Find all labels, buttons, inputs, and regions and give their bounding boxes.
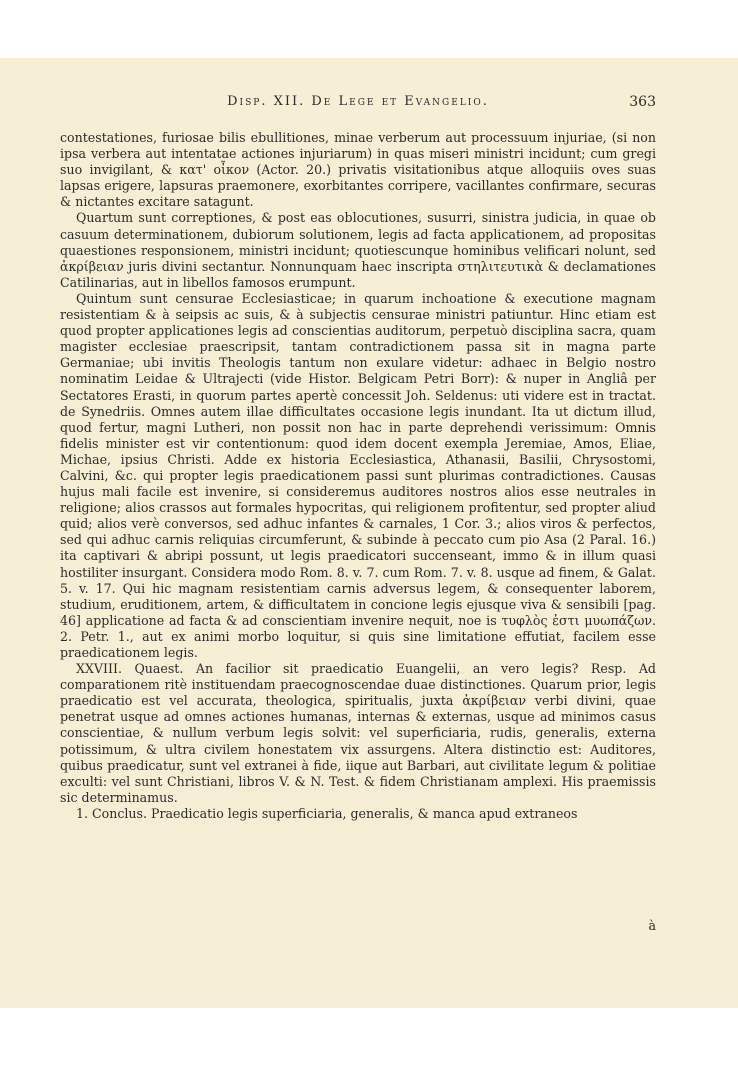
catchword: à: [648, 918, 656, 933]
paragraph: Quintum sunt censurae Ecclesiasticae; in quarum inchoatione & executione magnam resistentiam & à seipsis ac suis, & à subjectis censurae ministri patiuntur. Hinc etiam est quod propter applicationes legis ad conscientias auditorum, perpetuò disciplina sacra, quam magister ecclesiae praescripsit, tantam contradictionem passa sit in magna parte Germaniae; ubi invitis Theologis tantum non exulare videtur: adhaec in Belgio nostro nominatim Leidae & Ultrajecti (vide Histor. Belgicam Petri Borr): & nuper in Angliâ per Sectatores Erasti, in quorum partes apertè concessit Joh. Seldenus: uti videre est in tractat. de Synedriis. Omnes autem illae difficultates occasione legis inundant. Ita ut dictum illud, quod fertur, magni Lutheri, non possit non hac in parte deprehendi verissimum: Omnis fidelis minister est vir contentionum: quod idem docent exempla Jeremiae, Amos, Eliae, Michae, ipsius Christi. Adde ex historia Ecclesiastica, Athanasii, Basilii, Chrysostomi, Calvini, &c. qui propter legis praedicationem passi sunt plurimas contradictiones. Causas hujus mali facile est invenire, si consideremus auditores nostros alios esse neutrales in religione; alios crassos aut formales hypocritas, qui religionem profitentur, sed propter aliud quid; alios verè conversos, sed adhuc infantes & carnales, 1 Cor. 3.; alios viros & perfectos, sed qui adhuc carnis reliquias circumferunt, & subinde à peccato cum pio Asa (2 Paral. 16.) ita captivari & abripi possunt, ut legis praedicatori succenseant, immo & in illum quasi hostiliter insurgant. Considera modo Rom. 8. v. 7. cum Rom. 7. v. 8. usque ad finem, & Galat. 5. v. 17. Qui hic magnam resistentiam carnis adversus legem, & consequenter laborem, studium, eruditionem, artem, & difficultatem in concione legis ejusque viva & sensibili [pag. 46] applicatione ad facta & ad conscientiam invenire nequit, noe is τυφλὸς ἐστι μυωπάζων. 2. Petr. 1., aut ex animi morbo loquitur, si quis sine limitatione effutiat, facilem esse praedicationem legis.: [60, 290, 656, 660]
paragraph: 1. Conclus. Praedicatio legis superficiaria, generalis, & manca apud extraneos: [76, 805, 578, 821]
running-head: Disp. XII. De Lege et Evangelio.: [227, 94, 489, 109]
page-number: 363: [629, 94, 656, 110]
page-header: [60, 94, 656, 114]
paragraph: Quartum sunt correptiones, & post eas oblocutiones, susurri, sinistra judicia, in quae ob casuum determinationem, dubiorum solutionem, legis ad facta applicationem, ad propositas quaestiones responsionem, ministri incidunt; quotiescunque hominibus velificari nolunt, sed ἀκρίβειαν juris divini sectantur. Nonnunquam haec inscripta στηλιτευτικὰ & declamationes Catilinarias, aut in libellos famosos erumpunt.: [60, 210, 656, 290]
body-text: [60, 130, 656, 822]
paragraph: contestationes, furiosae bilis ebullitiones, minae verberum aut processuum injuriae, (si non ipsa verbera aut intentatae actiones injuriarum) in quas miseri ministri incidunt; cum gregi suo invigilant, & κατ' οἶκον (Actor. 20.) privatis visitationibus atque alloquiis oves suas lapsas erigere, lapsuras praemonere, exorbitantes corripere, vacillantes confirmare, securas & nictantes excitare satagunt.: [60, 130, 656, 210]
paragraph: XXVIII. Quaest. An facilior sit praedicatio Euangelii, an vero legis? Resp. Ad comparationem ritè instituendam praecognoscendae duae distinctiones. Quarum prior, legis praedicatio est vel accurata, theologica, spiritualis, juxta ἀκρίβειαν verbi divini, quae penetrat usque ad omnes actiones humanas, internas & externas, usque ad minimos casus conscientiae, & nullum verbum legis solvit: vel superficiaria, rudis, generalis, externa potissimum, & ultra civilem honestatem vix assurgens. Altera distinctio est: Auditores, quibus praedicatur, sunt vel extranei à fide, iique aut Barbari, aut civilitate legum & politiae exculti: vel sunt Christiani, libros V. & N. Test. & fidem Christianam amplexi. His praemissis sic determinamus.: [60, 661, 656, 805]
